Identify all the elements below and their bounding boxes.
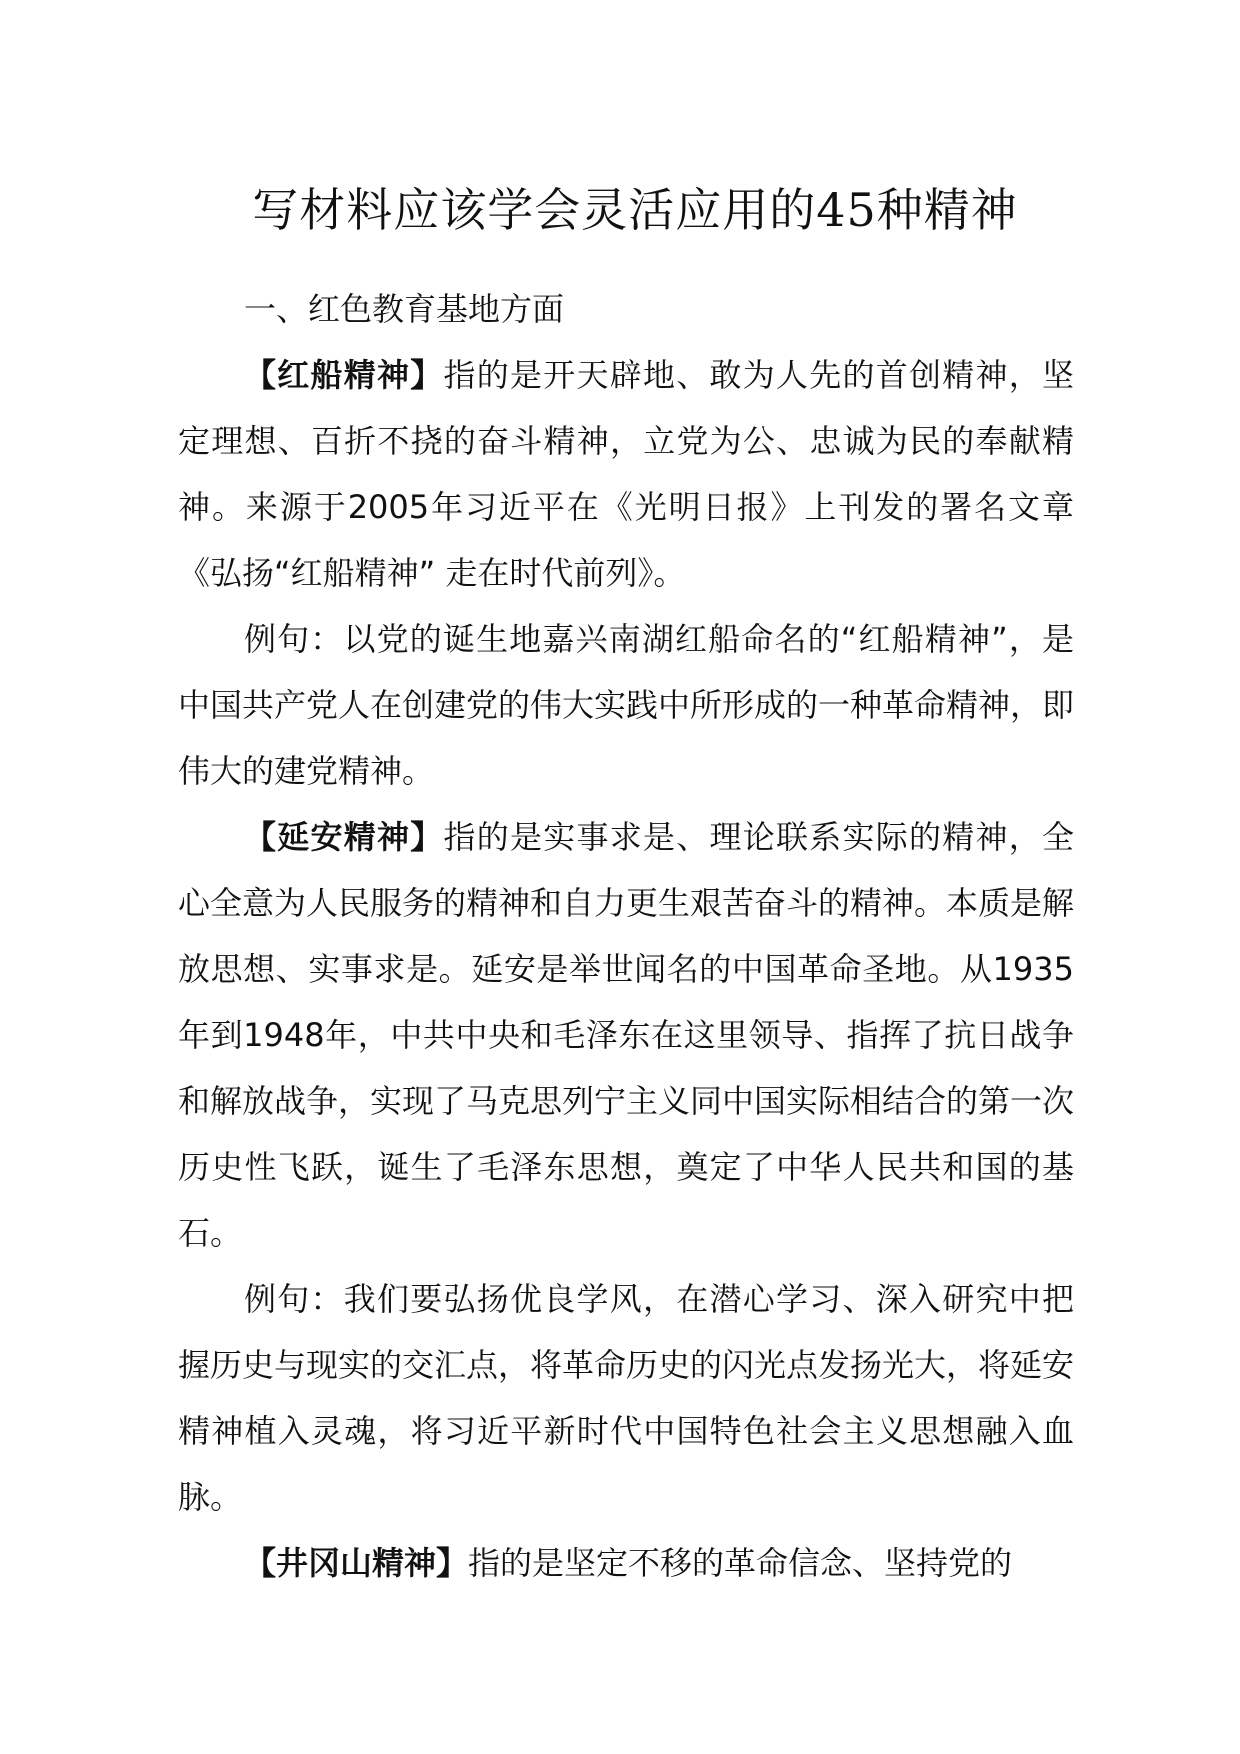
paragraph-yanan	[178, 804, 1074, 1266]
paragraph-example-2	[178, 1266, 1074, 1530]
paragraph-text: 例句：以党的诞生地嘉兴南湖红船命名的“红船精神”，是中国共产党人在创建党的伟大实践中所形成的一种革命精神，即伟大的建党精神。	[178, 620, 1075, 790]
paragraph-text: 指的是实事求是、理论联系实际的精神，全心全意为人民服务的精神和自力更生艰苦奋斗的精神。本质是解放思想、实事求是。延安是举世闻名的中国革命圣地。从1935年到1948年，中共中央和毛泽东在这里领导、指挥了抗日战争和解放战争，实现了马克思列宁主义同中国实际相结合的第一次历史性飞跃，诞生了毛泽东思想，奠定了中华人民共和国的基石。	[178, 818, 1075, 1252]
paragraph-text: 指的是开天辟地、敢为人先的首创精神，坚定理想、百折不挠的奋斗精神，立党为公、忠诚为民的奉献精神。来源于2005年习近平在《光明日报》上刊发的署名文章《弘扬“红船精神” 走在时代前列》。	[178, 356, 1074, 592]
paragraph-text: 例句：我们要弘扬优良学风，在潜心学习、深入研究中把握历史与现实的交汇点，将革命历史的闪光点发扬光大，将延安精神植入灵魂，将习近平新时代中国特色社会主义思想融入血脉。	[178, 1280, 1075, 1516]
document-title: 写材料应该学会灵活应用的45种精神	[252, 183, 1018, 237]
paragraph-hongchuan	[178, 342, 1074, 606]
paragraph-text: 指的是坚定不移的革命信念、坚持党的	[468, 1544, 1013, 1582]
paragraph-example-1	[178, 606, 1074, 804]
paragraph-keyword: 【延安精神】	[244, 818, 444, 856]
paragraph-keyword: 【井冈山精神】	[244, 1544, 469, 1582]
paragraph-keyword: 【红船精神】	[244, 356, 444, 394]
section-heading: 一、红色教育基地方面	[244, 290, 565, 328]
paragraph-jinggangshan	[178, 1530, 1074, 1596]
